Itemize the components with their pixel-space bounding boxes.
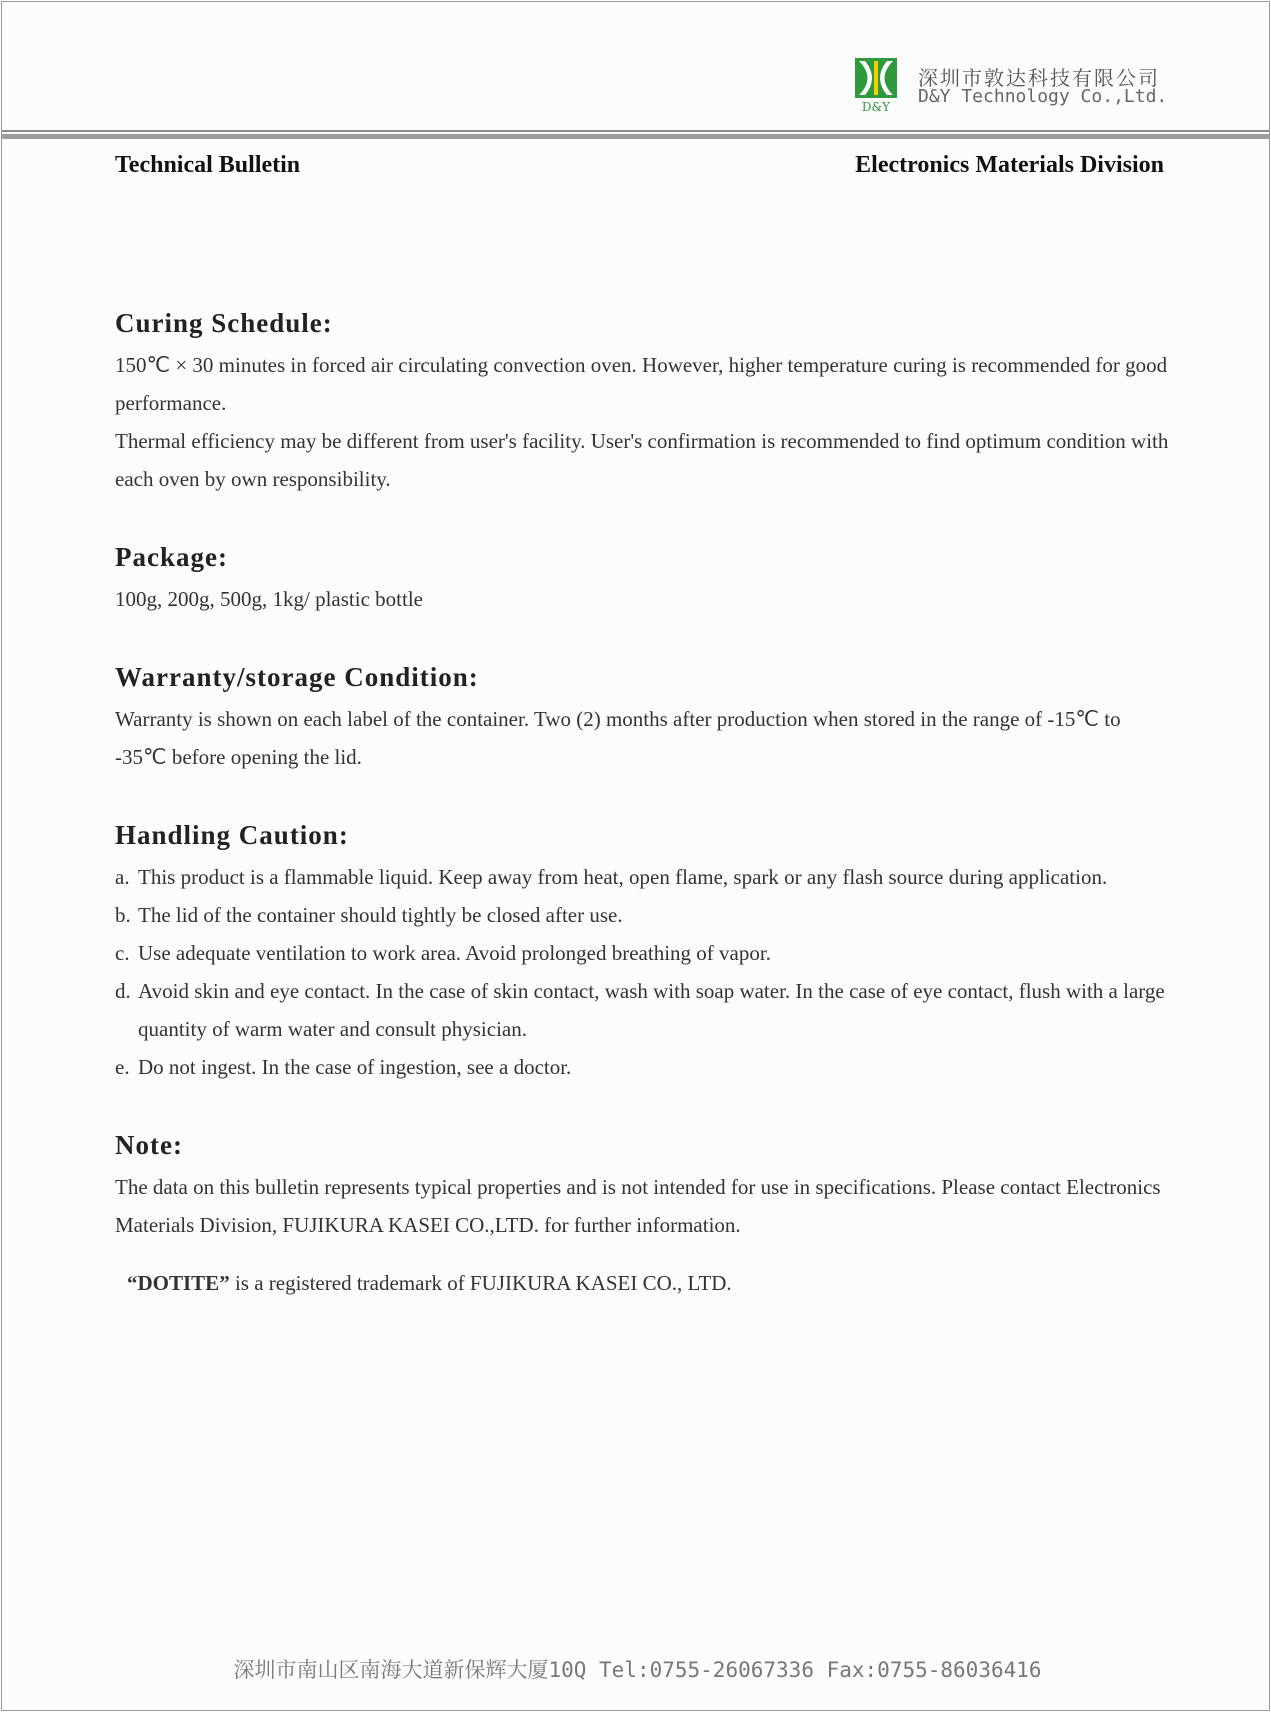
trademark-text: is a registered trademark of FUJIKURA KASEI CO., LTD. (229, 1271, 732, 1295)
trademark-statement (127, 1264, 1175, 1302)
footer-address: 深圳市南山区南海大道新保辉大厦10Q Tel:0755-26067336 Fax:0755-86036416 (233, 1658, 1042, 1682)
division-title: Electronics Materials Division (855, 152, 1164, 178)
list-item-text: This product is a flammable liquid. Keep away from heat, open flame, spark or any flash source during application. (138, 865, 1108, 889)
list-item (115, 1048, 1175, 1086)
list-item (115, 972, 1175, 1048)
list-item (115, 896, 1175, 934)
note-heading: Note: (115, 1130, 183, 1160)
note-section (115, 1126, 1175, 1244)
curing-schedule-text-2: Thermal efficiency may be different from user's facility. User's confirmation is recommended to find optimum condition with each oven by own responsibility. (115, 429, 1169, 491)
list-marker: b. (115, 903, 131, 927)
header-divider-thin (2, 130, 1269, 132)
curing-schedule-heading: Curing Schedule: (115, 308, 333, 338)
technical-bulletin-title: Technical Bulletin (115, 152, 301, 178)
list-marker: e. (115, 1055, 130, 1079)
curing-schedule-text-1: 150℃ × 30 minutes in forced air circulating convection oven. However, higher temperature curing is recommended for good performance. (115, 353, 1168, 415)
list-item-text: Avoid skin and eye contact. In the case of skin contact, wash with soap water. In the case of eye contact, flush with a large quantity of warm water and consult physician. (138, 979, 1165, 1041)
company-name-en: D&Y Technology Co.,Ltd. (918, 86, 1168, 107)
list-marker: a. (115, 865, 130, 889)
bulletin-content (115, 304, 1175, 1302)
handling-caution-section (115, 816, 1175, 1086)
warranty-section (115, 658, 1175, 776)
logo-text: D&Y (861, 100, 891, 114)
list-marker: c. (115, 941, 130, 965)
package-text: 100g, 200g, 500g, 1kg/ plastic bottle (115, 587, 423, 611)
curing-schedule-section (115, 304, 1175, 498)
document-page (1, 1, 1270, 1711)
note-text: The data on this bulletin represents typical properties and is not intended for use in specifications. Please contact Electronics Materials Division, FUJIKURA KASEI CO.,LTD. for further information. (115, 1175, 1161, 1237)
package-heading: Package: (115, 542, 228, 572)
list-item-text: The lid of the container should tightly be closed after use. (138, 903, 623, 927)
warranty-heading: Warranty/storage Condition: (115, 662, 479, 692)
list-item (115, 934, 1175, 972)
list-item (115, 858, 1175, 896)
list-item-text: Use adequate ventilation to work area. Avoid prolonged breathing of vapor. (138, 941, 771, 965)
company-logo (855, 58, 897, 114)
list-item-text: Do not ingest. In the case of ingestion, see a doctor. (138, 1055, 572, 1079)
list-marker: d. (115, 979, 131, 1003)
warranty-text: Warranty is shown on each label of the container. Two (2) months after production when stored in the range of -15℃ to -35℃ before opening the lid. (115, 707, 1121, 769)
package-section (115, 538, 1175, 618)
handling-caution-heading: Handling Caution: (115, 820, 349, 850)
trademark-brand: “DOTITE” (127, 1271, 230, 1295)
company-name-cn: 深圳市敦达科技有限公司 (918, 66, 1160, 90)
header-divider-thick (2, 134, 1269, 139)
